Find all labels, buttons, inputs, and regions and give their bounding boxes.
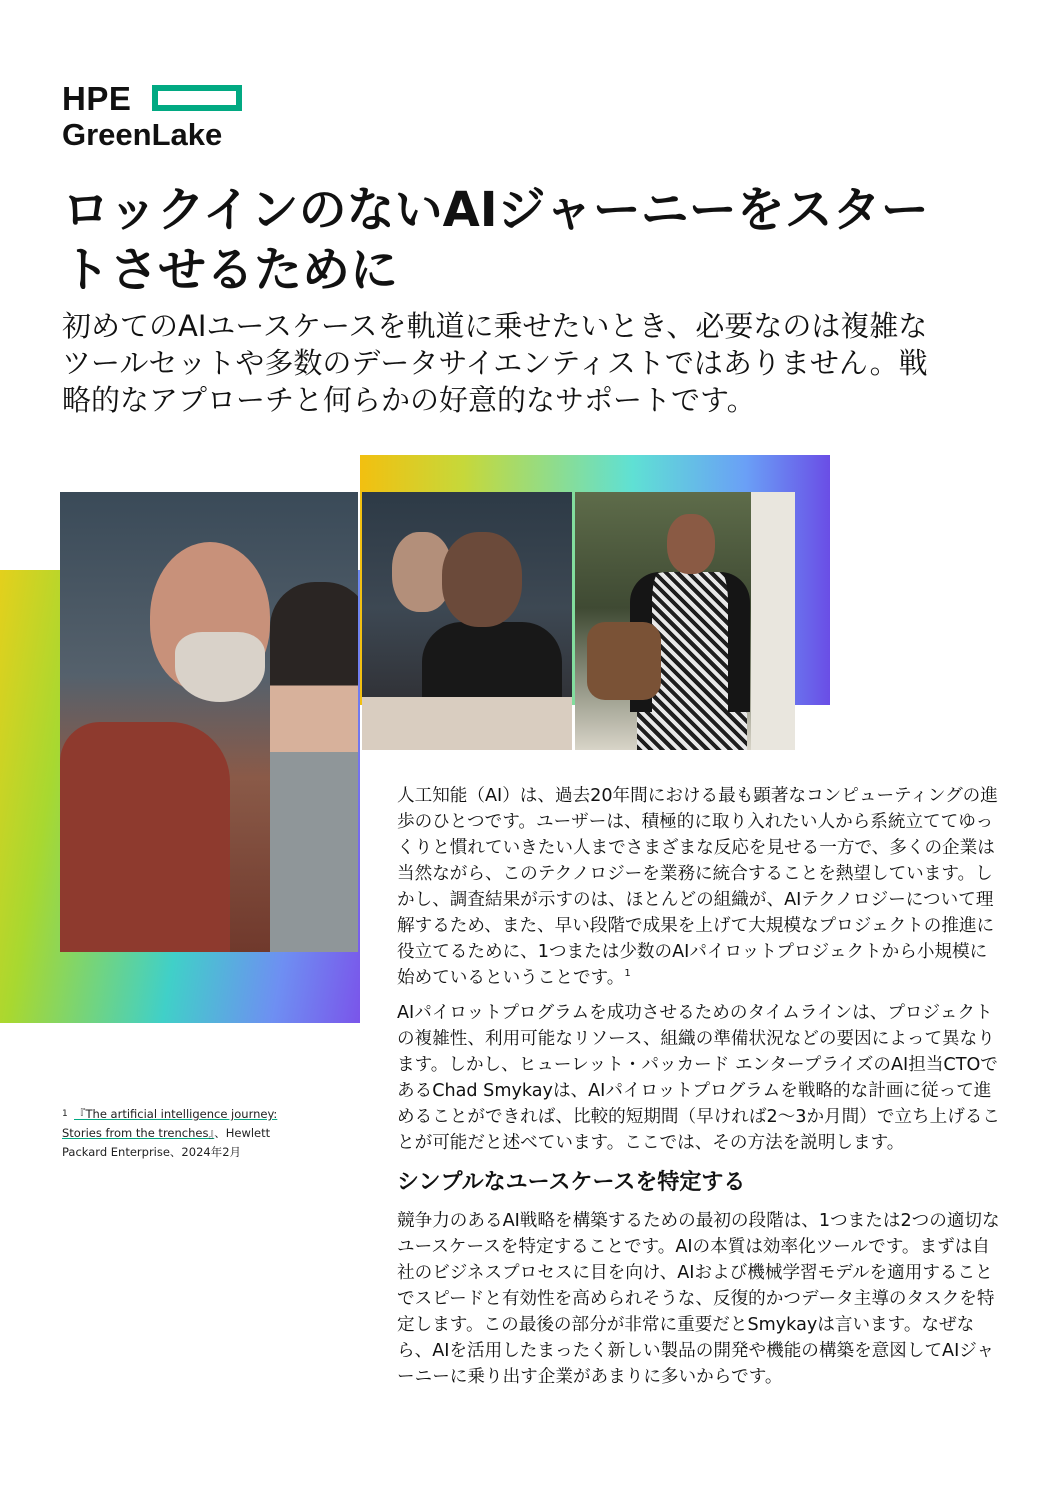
photo-woman-walking	[575, 492, 795, 750]
photo-man-shirt	[60, 722, 230, 952]
body-paragraph-2: AIパイロットプログラムを成功させるためのタイムラインは、プロジェクトの複雑性、利用可能なリソース、組織の準備状況などの要因によって異なります。しかし、ヒューレット・パッカード エンタープライズのAI担当CTOであるChad Smykayは、AIパイロットプログラムを戦略的な計画に従って進めることができれば、比較的短期間（早ければ2～3か月間）で立ち上げることが可能だと述べています。ここでは、その方法を説明します。	[397, 1003, 1000, 1153]
section-heading: シンプルなユースケースを特定する	[397, 1170, 746, 1195]
body-paragraph-1	[397, 783, 1002, 991]
photo-table	[362, 697, 572, 750]
footnote-source-link[interactable]: 『The artificial intelligence journey: Stories from the trenches』	[62, 1107, 278, 1140]
photo-man-beard	[175, 632, 265, 702]
hpe-greenlake-logo	[62, 82, 222, 152]
page-subtitle: 初めてのAIユースケースを軌道に乗せたいとき、必要なのは複雑なツールセットや多数のデータサイエンティストではありません。戦略的なアプローチと何らかの好意的なサポートです。	[62, 309, 928, 417]
logo-hpe-text: HPE	[62, 80, 132, 117]
photo-woman-head	[667, 514, 715, 574]
photo-meeting-speaker	[362, 492, 572, 750]
body-column	[397, 783, 1002, 1399]
footnote-number: 1	[62, 1109, 68, 1119]
photo-meeting-man-woman	[60, 492, 358, 952]
body-paragraph-1-text: 人工知能（AI）は、過去20年間における最も顕著なコンピューティングの進歩のひとつです。ユーザーは、積極的に取り入れたい人から系統立ててゆっくりと慣れていきたい人までさまざまな反応を見せる一方で、多くの企業は当然ながら、このテクノロジーを業務に統合することを熱望しています。しかし、調査結果が示すのは、ほとんどの組織が、AIテクノロジーについて理解するため、また、早い段階で成果を上げて大規模なプロジェクトの推進に役立てるために、1つまたは少数のAIパイロットプロジェクトから小規模に始めているということです。	[397, 786, 998, 988]
logo-green-rectangle	[152, 85, 242, 111]
footnote	[62, 1105, 292, 1162]
photo-leather-bag	[587, 622, 661, 700]
photo-column	[751, 492, 795, 750]
logo-greenlake-text: GreenLake	[62, 117, 223, 152]
footnote-source-details: 、Hewlett Packard Enterprise、2024年2月	[62, 1126, 271, 1159]
footnote-reference: 1	[624, 968, 631, 980]
photo-speaker-head	[442, 532, 522, 627]
body-paragraph-3: 競争力のあるAI戦略を構築するための最初の段階は、1つまたは2つの適切なユースケースを特定することです。AIの本質は効率化ツールです。まずは自社のビジネスプロセスに目を向け、AIおよび機械学習モデルを適用することでスピードと有効性を高められそうな、反復的かつデータ主導のタスクを特定します。この最後の部分が非常に重要だとSmykayは言います。なぜなら、AIを活用したまったく新しい製品の開発や機能の構築を意図してAIジャーニーに乗り出す企業があまりに多いからです。	[397, 1211, 1000, 1387]
page-title: ロックインのないAIジャーニーをスタートさせるために	[62, 182, 929, 298]
photo-woman-figure	[270, 582, 358, 952]
